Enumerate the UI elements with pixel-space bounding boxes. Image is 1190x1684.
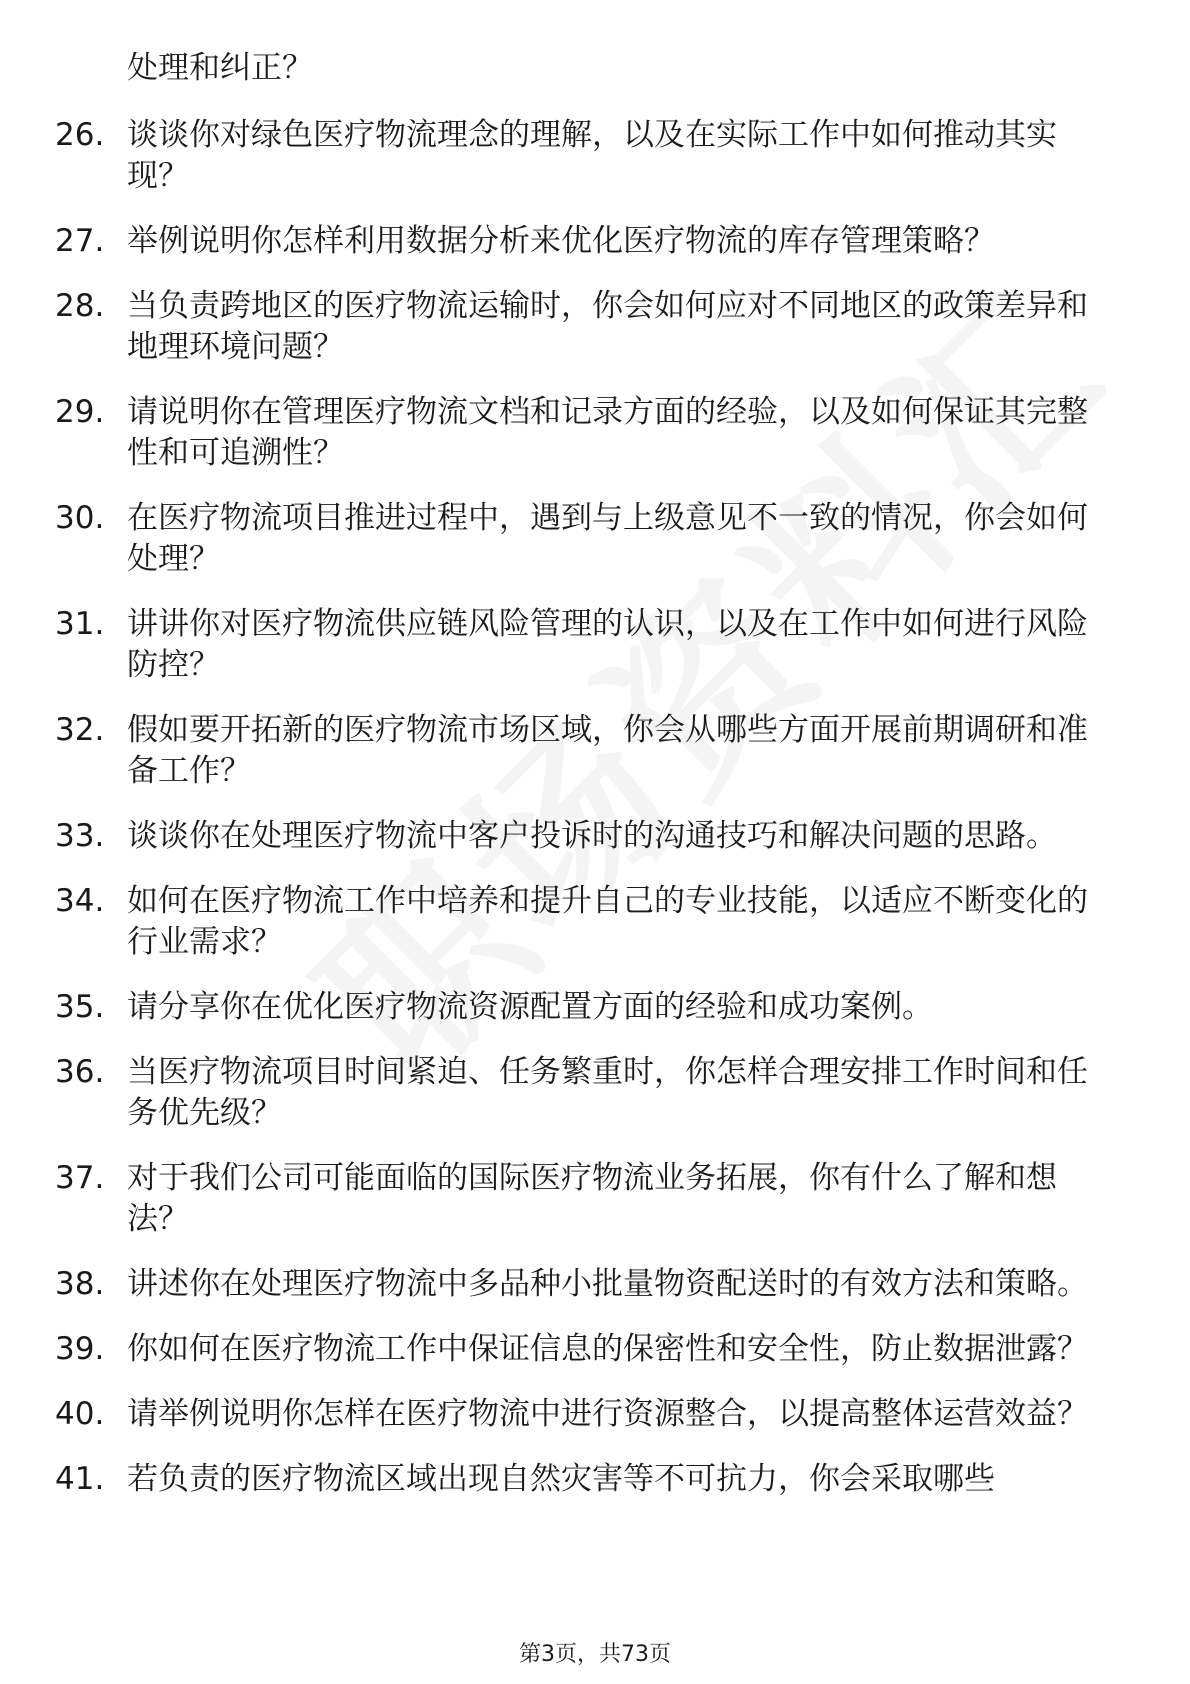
question-number: 26. <box>55 117 105 153</box>
question-item <box>55 1394 1115 1435</box>
question-item <box>55 604 1115 686</box>
question-item <box>55 286 1115 368</box>
question-text: 请举例说明你怎样在医疗物流中进行资源整合，以提高整体运营效益？ <box>127 1396 1088 1432</box>
question-item <box>55 816 1115 857</box>
question-item <box>55 710 1115 792</box>
question-text: 当医疗物流项目时间紧迫、任务繁重时，你怎样合理安排工作时间和任务优先级？ <box>127 1054 1088 1131</box>
question-item <box>55 1264 1115 1305</box>
question-number: 41. <box>55 1461 105 1497</box>
question-number: 29. <box>55 394 105 430</box>
question-item <box>55 1329 1115 1370</box>
question-item <box>55 115 1115 197</box>
continuation-text: 处理和纠正？ <box>127 50 313 86</box>
question-item <box>55 221 1115 262</box>
question-text: 假如要开拓新的医疗物流市场区域，你会从哪些方面开展前期调研和准备工作？ <box>127 712 1088 789</box>
question-item <box>55 498 1115 580</box>
question-text: 你如何在医疗物流工作中保证信息的保密性和安全性，防止数据泄露？ <box>127 1331 1088 1367</box>
question-number: 28. <box>55 288 105 324</box>
question-number: 37. <box>55 1160 105 1196</box>
question-number: 39. <box>55 1331 105 1367</box>
question-text: 在医疗物流项目推进过程中，遇到与上级意见不一致的情况，你会如何处理？ <box>127 500 1088 577</box>
question-number: 35. <box>55 989 105 1025</box>
question-item <box>55 881 1115 963</box>
question-number: 38. <box>55 1266 105 1302</box>
question-item <box>55 987 1115 1028</box>
question-number: 36. <box>55 1054 105 1090</box>
question-item <box>55 392 1115 474</box>
question-text: 谈谈你在处理医疗物流中客户投诉时的沟通技巧和解决问题的思路。 <box>127 818 1057 854</box>
question-item <box>55 1052 1115 1134</box>
page-footer: 第3页，共73页 <box>519 1642 671 1667</box>
question-text: 讲讲你对医疗物流供应链风险管理的认识，以及在工作中如何进行风险防控？ <box>127 606 1088 683</box>
question-text: 请分享你在优化医疗物流资源配置方面的经验和成功案例。 <box>127 989 933 1025</box>
question-list <box>55 115 1115 1524</box>
question-number: 40. <box>55 1396 105 1432</box>
question-text: 如何在医疗物流工作中培养和提升自己的专业技能，以适应不断变化的行业需求？ <box>127 883 1088 960</box>
question-text: 请说明你在管理医疗物流文档和记录方面的经验，以及如何保证其完整性和可追溯性？ <box>127 394 1088 471</box>
question-text: 当负责跨地区的医疗物流运输时，你会如何应对不同地区的政策差异和地理环境问题？ <box>127 288 1088 365</box>
question-number: 31. <box>55 606 105 642</box>
question-text: 若负责的医疗物流区域出现自然灾害等不可抗力，你会采取哪些 <box>127 1461 995 1497</box>
question-text: 讲述你在处理医疗物流中多品种小批量物资配送时的有效方法和策略。 <box>127 1266 1088 1302</box>
question-text: 举例说明你怎样利用数据分析来优化医疗物流的库存管理策略？ <box>127 223 995 259</box>
question-number: 33. <box>55 818 105 854</box>
question-number: 32. <box>55 712 105 748</box>
question-item <box>55 1459 1115 1500</box>
question-number: 27. <box>55 223 105 259</box>
question-item <box>55 1158 1115 1240</box>
question-text: 对于我们公司可能面临的国际医疗物流业务拓展，你有什么了解和想法？ <box>127 1160 1057 1237</box>
question-number: 30. <box>55 500 105 536</box>
question-number: 34. <box>55 883 105 919</box>
question-text: 谈谈你对绿色医疗物流理念的理解，以及在实际工作中如何推动其实现？ <box>127 117 1057 194</box>
